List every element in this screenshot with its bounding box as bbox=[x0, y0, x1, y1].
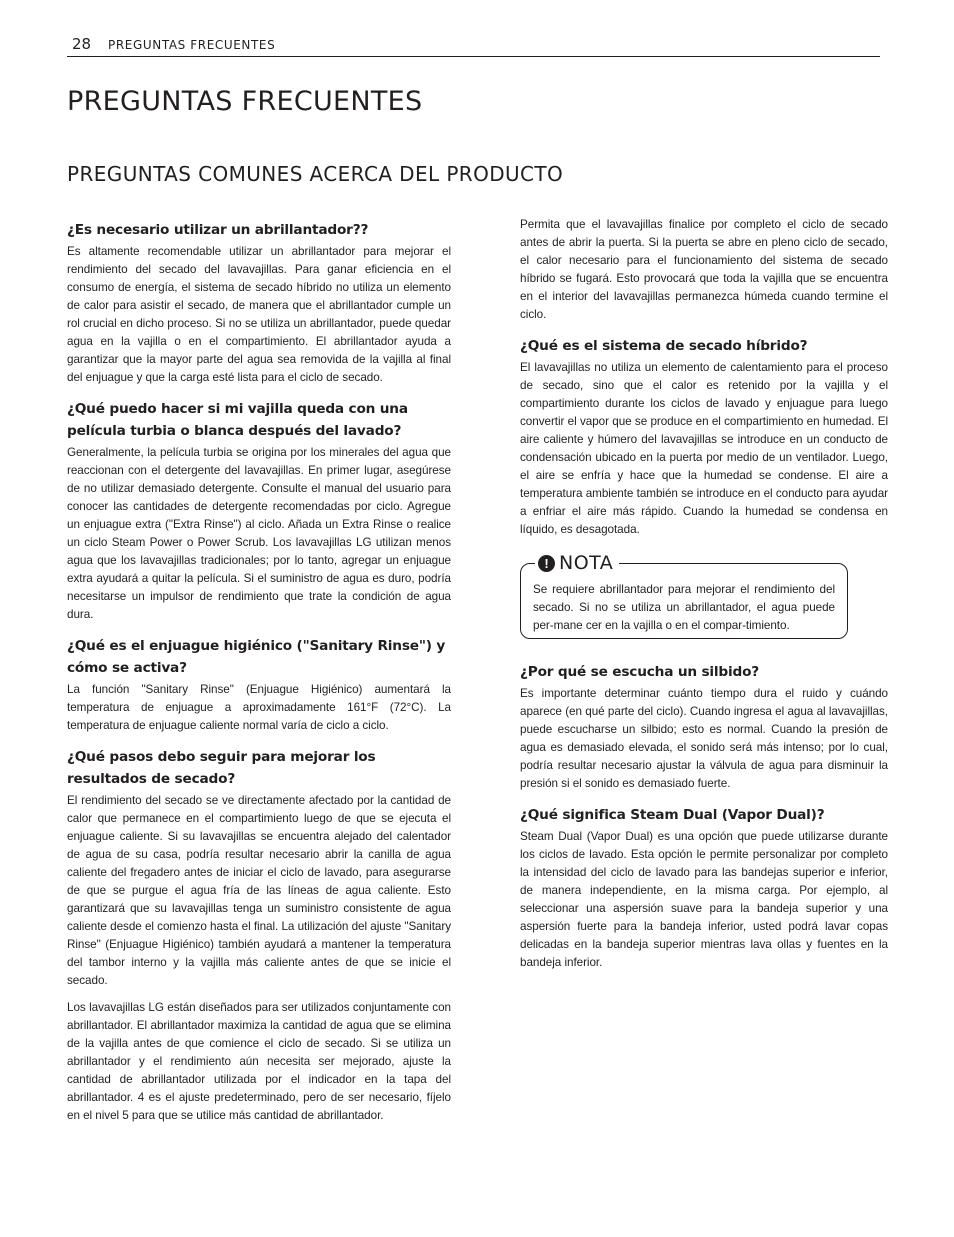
note-heading bbox=[535, 552, 619, 574]
right-column bbox=[520, 216, 888, 972]
faq-item bbox=[67, 635, 451, 735]
note-box bbox=[520, 552, 848, 639]
faq-answer: El lavavajillas no utiliza un elemento de calentamiento para el proceso de secado, sino que el calor es retenido por la vajilla y el compartimiento durante los ciclos de lavado y enjuague para luego convertir el vapor que se produce en el compartimiento en humedad. El aire caliente y húmero del lavavajillas se introduce en un conducto de condensación ubicado en la puerta por medio de un ventilador. Luego, el aire se enfría y hace que la humedad se condense. El aire a temperatura ambiente también se introduce en el conducto para ayudar a enfriar el aire más rápido. Cuando la humedad se condensa en líquido, es desagotada. bbox=[520, 361, 888, 536]
faq-item bbox=[67, 398, 451, 624]
faq-answer: Es altamente recomendable utilizar un abrillantador para mejorar el rendimiento del secado del lavavajillas. Para ganar eficiencia en el consumo de energía, el sistema de secado híbrido no utiliza un elemento de calor para asistir el secado, de manera que el abrillantador cumple un rol crucial en dicho proceso. Si no se utiliza un abrillantador, puede quedar agua en la vajilla o en el compartimiento. El abrillantador ayuda a garantizar que la mayor parte del agua sea removida de la vajilla al final del enjuague y que la carga esté lista para el ciclo de secado. bbox=[67, 245, 451, 384]
faq-item bbox=[520, 335, 888, 539]
faq-item bbox=[67, 219, 451, 387]
faq-answer: Generalmente, la película turbia se origina por los minerales del agua que reaccionan con el detergente del lavavajillas. En primer lugar, asegúrese de no utilizar demasiado detergente. Consulte el manual del usuario para conocer las cantidades de detergente recomendadas por ciclo. Agregue un enjuague extra ("Extra Rinse") al ciclo. Añada un Extra Rinse o realice un ciclo Steam Power o Power Scrub. Los lavavajillas LG utilizan menos agua que los lavavajillas tradicionales; por lo tanto, agregar un enjuague extra ayudará a quitar la película. Si el suministro de agua es duro, podría necesitarse un impulsor de rendimiento que trate la condición de agua dura. bbox=[67, 446, 451, 621]
faq-question: ¿Por qué se escucha un silbido? bbox=[520, 664, 760, 680]
faq-item bbox=[67, 746, 451, 1125]
faq-answer: Steam Dual (Vapor Dual) es una opción que puede utilizarse durante los ciclos de lavado. Esta opción le permite personalizar por completo la intensidad del ciclo de lavado para las bandejas superior e inferior, de manera independiente, en la misma carga. Por ejemplo, al seleccionar una aspersión suave para la bandeja superior y una aspersión fuerte para la bandeja inferior, usted podrá lavar copas delicadas en la bandeja superior mientras lava ollas y fuentes en la bandeja inferior. bbox=[520, 830, 888, 969]
running-title: PREGUNTAS FRECUENTES bbox=[108, 38, 276, 52]
page-number: 28 bbox=[72, 35, 92, 53]
faq-answer-continued: Los lavavajillas LG están diseñados para ser utilizados conjuntamente con abrillantador. El abrillantador maximiza la cantidad de agua que se elimina de la vajilla antes de que comience el ciclo de secado. Si se utiliza un abrillantador y el rendimiento aún necesita ser mejorado, ajuste la cantidad de abrillantador utilizada por el indicador en la tapa del abrillantador. 4 es el ajuste predeterminado, pero de ser necesario, fíjelo en el nivel 5 para que se utilice más cantidad de abrillantador. bbox=[67, 1001, 451, 1122]
faq-item bbox=[520, 661, 888, 793]
faq-question: ¿Qué es el enjuague higiénico ("Sanitary Rinse") y cómo se activa? bbox=[67, 638, 446, 676]
section-title: PREGUNTAS COMUNES ACERCA DEL PRODUCTO bbox=[67, 162, 564, 186]
faq-question: ¿Qué es el sistema de secado híbrido? bbox=[520, 338, 808, 354]
faq-answer: El rendimiento del secado se ve directamente afectado por la cantidad de calor que permanece en el compartimiento luego de que se ejecuta el enjuague caliente. Si su lavavajillas se encuentra alejado del calentador de agua de su casa, podría resultar necesario abrir la canilla de agua caliente del fregadero antes de iniciar el ciclo de lavado, para asegurarse de que se purgue el agua fría de las líneas de agua caliente. Esto garantizará que su lavavajillas tenga un suministro consistente de agua caliente desde el comienzo hasta el final. La utilización del ajuste "Sanitary Rinse" (Enjuague Higiénico) también ayudará a mantener la temperatura del tambor interno y la vajilla más caliente antes de que se inicie el secado. bbox=[67, 794, 451, 987]
left-column bbox=[67, 219, 451, 1125]
faq-answer-continued: Permita que el lavavajillas finalice por completo el ciclo de secado antes de abrir la puerta. Si la puerta se abre en pleno ciclo de secado, el calor necesario para el funcionamiento del sistema de secado híbrido se fugará. Esto provocará que toda la vajilla que se encuentra en el interior del lavavajillas permanezca húmeda cuando termine el ciclo. bbox=[520, 218, 888, 321]
faq-answer: Es importante determinar cuánto tiempo dura el ruido y cuándo aparece (en qué parte del ciclo). Cuando ingresa el agua al lavavajillas, puede escucharse un silbido; esto es normal. Cuando la presión de agua es demasiado elevada, el sonido será más intenso; por lo cual, podría resultar necesario ajustar la válvula de agua para disminuir la presión si el sonido es demasiado fuerte. bbox=[520, 687, 888, 790]
warning-icon: ! bbox=[538, 555, 555, 572]
note-text: Se requiere abrillantador para mejorar el rendimiento del secado. Si no se utiliza un abrillantador, el agua puede per-mane cer en la vajilla o en el compar-timiento. bbox=[533, 583, 835, 632]
faq-question: ¿Es necesario utilizar un abrillantador?? bbox=[67, 222, 369, 238]
page-header bbox=[67, 36, 880, 57]
faq-item bbox=[520, 804, 888, 972]
faq-question: ¿Qué puedo hacer si mi vajilla queda con una película turbia o blanca después del lavado? bbox=[67, 401, 408, 439]
faq-answer: La función "Sanitary Rinse" (Enjuague Higiénico) aumentará la temperatura de enjuague a aproximadamente 161°F (72°C). La temperatura de enjuague caliente normal varía de ciclo a ciclo. bbox=[67, 683, 451, 732]
faq-question: ¿Qué pasos debo seguir para mejorar los resultados de secado? bbox=[67, 749, 376, 787]
faq-question: ¿Qué significa Steam Dual (Vapor Dual)? bbox=[520, 807, 825, 823]
page-title: PREGUNTAS FRECUENTES bbox=[67, 86, 423, 117]
note-label: NOTA bbox=[559, 552, 614, 574]
